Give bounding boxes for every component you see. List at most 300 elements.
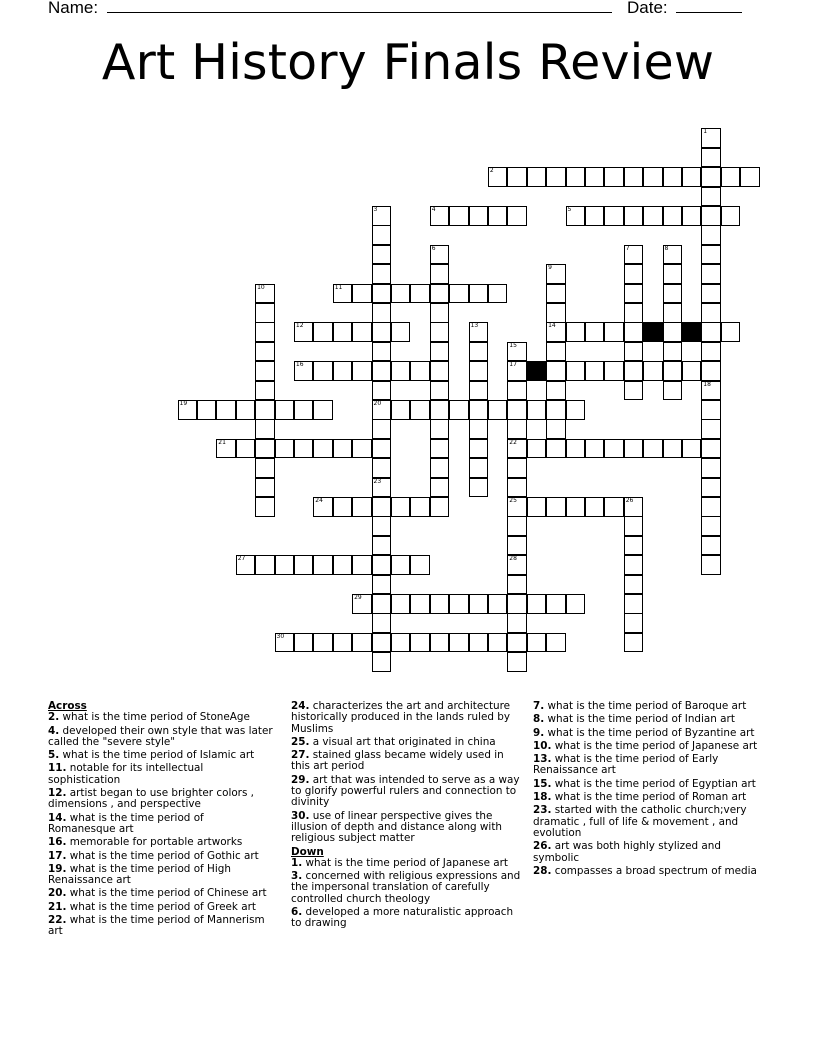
clue-number: 17 [509,361,517,369]
grid-cell[interactable] [372,284,392,304]
grid-cell[interactable] [527,400,547,420]
grid-cell[interactable] [701,128,721,148]
grid-cell[interactable] [546,284,566,304]
grid-cell[interactable] [507,536,527,556]
grid-cell[interactable] [372,458,392,478]
grid-cell[interactable] [352,594,372,614]
clue-across [291,775,521,809]
grid-cell[interactable] [546,633,566,653]
grid-cell[interactable] [546,439,566,459]
grid-cell[interactable] [663,439,683,459]
grid-cell[interactable] [469,284,489,304]
grid-cell[interactable] [701,439,721,459]
clue-down [533,701,765,712]
grid-cell[interactable] [255,439,275,459]
grid-cell[interactable] [372,478,392,498]
grid-cell[interactable] [333,361,353,381]
grid-cell[interactable] [604,439,624,459]
grid-cell[interactable] [566,322,586,342]
grid-cell[interactable] [643,361,663,381]
clue-number: 12 [295,322,304,330]
clue-down [533,714,765,725]
grid-cell[interactable] [333,439,353,459]
grid-cell[interactable] [372,536,392,556]
grid-cell[interactable] [313,361,333,381]
grid-cell[interactable] [624,303,644,323]
grid-cell[interactable] [449,594,469,614]
grid-cell[interactable] [313,633,333,653]
grid-cell[interactable] [624,381,644,401]
grid-cell[interactable] [391,633,411,653]
grid-cell[interactable] [701,555,721,575]
grid-cell[interactable] [721,206,741,226]
grid-cell[interactable] [682,206,702,226]
grid-cell[interactable] [488,400,508,420]
grid-cell[interactable] [663,322,683,342]
grid-cell[interactable] [255,303,275,323]
grid-cell[interactable] [469,594,489,614]
grid-cell[interactable] [624,167,644,187]
clue-label: 5. [48,749,60,762]
grid-cell[interactable] [352,555,372,575]
grid-cell[interactable] [585,322,605,342]
grid-cell[interactable] [469,478,489,498]
grid-cell[interactable] [255,478,275,498]
clues-column-1 [48,701,273,940]
grid-cell[interactable] [294,439,314,459]
grid-cell[interactable] [294,361,314,381]
grid-cell[interactable] [721,322,741,342]
grid-cell[interactable] [410,555,430,575]
grid-cell[interactable] [507,400,527,420]
clue-text: what is the time period of Gothic art [69,849,259,862]
grid-cell[interactable] [488,633,508,653]
grid-cell[interactable] [624,342,644,362]
grid-cell[interactable] [624,361,644,381]
grid-cell[interactable] [430,381,450,401]
grid-cell[interactable] [275,555,295,575]
clue-across [48,788,273,811]
grid-cell[interactable] [275,439,295,459]
grid-cell[interactable] [372,245,392,265]
grid-cell[interactable] [585,167,605,187]
grid-cell[interactable] [701,225,721,245]
grid-cell[interactable] [701,536,721,556]
grid-cell[interactable] [430,284,450,304]
grid-cell[interactable] [624,536,644,556]
grid-cell[interactable] [372,381,392,401]
grid-cell[interactable] [255,555,275,575]
grid-cell[interactable] [585,206,605,226]
clue-number: 19 [179,400,188,407]
grid-cell[interactable] [333,555,353,575]
grid-cell[interactable] [701,303,721,323]
grid-cell[interactable] [701,400,721,420]
grid-cell[interactable] [604,322,624,342]
grid-cell[interactable] [566,594,586,614]
grid-cell[interactable] [566,206,586,226]
grid-cell[interactable] [740,167,760,187]
grid-cell[interactable] [255,497,275,517]
grid-cell[interactable] [410,400,430,420]
grid-cell[interactable] [255,284,275,304]
grid-cell[interactable] [507,342,527,362]
clue-label: 11. [48,762,67,775]
grid-cell[interactable] [352,284,372,304]
grid-cell[interactable] [527,439,547,459]
clue-label: 22. [48,914,67,927]
grid-cell[interactable] [488,284,508,304]
grid-cell[interactable] [372,575,392,595]
grid-cell[interactable] [566,497,586,517]
grid-cell[interactable] [333,497,353,517]
grid-cell[interactable] [430,633,450,653]
grid-cell[interactable] [333,633,353,653]
grid-cell[interactable] [527,497,547,517]
grid-cell[interactable] [430,361,450,381]
clue-down [533,792,765,803]
grid-cell[interactable] [255,322,275,342]
grid-cell[interactable] [643,167,663,187]
grid-cell[interactable] [546,342,566,362]
clue-number: 29 [354,594,362,601]
grid-cell[interactable] [372,225,392,245]
grid-cell[interactable] [527,633,547,653]
grid-cell[interactable] [430,264,450,284]
grid-cell[interactable] [372,322,392,342]
grid-cell[interactable] [333,284,353,304]
grid-cell[interactable] [372,361,392,381]
grid-cell[interactable] [294,555,314,575]
grid-cell[interactable] [430,497,450,517]
grid-cell[interactable] [488,167,508,187]
grid-cell[interactable] [430,322,450,342]
grid-cell[interactable] [546,264,566,284]
grid-cell[interactable] [624,322,644,342]
grid-cell[interactable] [624,555,644,575]
grid-cell[interactable] [624,575,644,595]
grid-cell[interactable] [507,497,527,517]
grid-cell[interactable] [604,206,624,226]
clue-across [48,750,273,761]
grid-cell[interactable] [488,594,508,614]
grid-cell[interactable] [566,167,586,187]
grid-cell[interactable] [546,361,566,381]
grid-cell[interactable] [507,361,527,381]
grid-cell[interactable] [701,206,721,226]
clues-column-2 [291,701,521,932]
grid-cell[interactable] [643,439,663,459]
clue-text: what is the time period of Byzantine art [547,726,755,739]
clue-number: 13 [470,322,479,330]
grid-cell[interactable] [585,361,605,381]
clue-label: 9. [533,726,545,739]
grid-cell[interactable] [255,381,275,401]
grid-cell[interactable] [546,400,566,420]
grid-cell[interactable] [566,361,586,381]
grid-cell[interactable] [624,633,644,653]
grid-cell[interactable] [566,400,586,420]
grid-cell[interactable] [604,361,624,381]
grid-cell[interactable] [236,439,256,459]
grid-cell[interactable] [624,594,644,614]
grid-cell[interactable] [430,400,450,420]
grid-cell[interactable] [663,361,683,381]
clue-text: notable for its intellectual sophistication [48,762,204,786]
clue-number: 9 [548,264,552,272]
grid-cell[interactable] [469,400,489,420]
grid-cell[interactable] [372,303,392,323]
grid-cell[interactable] [701,245,721,265]
grid-cell[interactable] [275,400,295,420]
grid-cell[interactable] [352,322,372,342]
grid-cell[interactable] [701,419,721,439]
grid-cell[interactable] [507,613,527,633]
grid-cell[interactable] [663,284,683,304]
grid-cell[interactable] [469,206,489,226]
grid-cell[interactable] [469,458,489,478]
grid-cell[interactable] [313,400,333,420]
grid-cell[interactable] [527,167,547,187]
clue-label: 12. [48,787,67,800]
grid-cell[interactable] [313,555,333,575]
grid-cell[interactable] [604,497,624,517]
grid-cell[interactable] [701,478,721,498]
grid-cell[interactable] [507,458,527,478]
clue-label: 14. [48,811,67,824]
grid-cell[interactable] [682,361,702,381]
grid-cell[interactable] [643,206,663,226]
grid-cell[interactable] [255,419,275,439]
grid-cell[interactable] [469,361,489,381]
grid-cell[interactable] [372,516,392,536]
grid-cell[interactable] [430,342,450,362]
grid-cell[interactable] [701,187,721,207]
grid-cell[interactable] [663,167,683,187]
grid-cell[interactable] [391,322,411,342]
clue-text: what is the time period of Mannerism art [48,914,265,938]
grid-cell[interactable] [391,400,411,420]
clue-number: 8 [664,244,669,252]
grid-cell[interactable] [391,497,411,517]
grid-cell[interactable] [585,439,605,459]
clue-label: 21. [48,900,67,913]
grid-cell[interactable] [663,264,683,284]
grid-cell[interactable] [236,400,256,420]
grid-cell[interactable] [721,167,741,187]
grid-cell[interactable] [469,342,489,362]
grid-cell[interactable] [372,400,392,420]
grid-cell[interactable] [410,284,430,304]
grid-cell[interactable] [430,478,450,498]
grid-cell[interactable] [469,439,489,459]
grid-cell[interactable] [507,633,527,653]
grid-cell[interactable] [663,206,683,226]
grid-cell[interactable] [430,206,450,226]
grid-cell[interactable] [372,419,392,439]
grid-cell[interactable] [624,439,644,459]
grid-cell[interactable] [701,381,721,401]
down-heading: Down [291,845,324,858]
clue-across [291,750,521,773]
clue-text: what is the time period of Roman art [554,791,747,804]
grid-cell[interactable] [372,652,392,672]
grid-cell[interactable] [488,206,508,226]
grid-cell[interactable] [624,284,644,304]
grid-cell[interactable] [701,264,721,284]
grid-cell[interactable] [372,497,392,517]
grid-cell[interactable] [624,613,644,633]
grid-cell[interactable] [701,361,721,381]
grid-cell[interactable] [507,575,527,595]
grid-cell[interactable] [410,633,430,653]
clue-text: what is the time period of Egyptian art [554,777,756,790]
grid-cell[interactable] [391,594,411,614]
grid-cell[interactable] [430,458,450,478]
grid-cell[interactable] [624,264,644,284]
grid-cell[interactable] [333,322,353,342]
clue-text: a visual art that originated in china [312,735,496,748]
grid-cell[interactable] [255,400,275,420]
grid-cell[interactable] [546,497,566,517]
grid-cell[interactable] [469,381,489,401]
clue-text: what is the time period of Indian art [547,713,735,726]
grid-cell[interactable] [410,594,430,614]
grid-cell[interactable] [391,361,411,381]
grid-cell[interactable] [701,516,721,536]
grid-cell[interactable] [507,516,527,536]
grid-cell[interactable] [449,284,469,304]
grid-cell[interactable] [701,497,721,517]
clue-number: 2 [489,167,494,175]
grid-cell[interactable] [313,497,333,517]
grid-cell[interactable] [449,206,469,226]
grid-cell[interactable] [352,439,372,459]
clue-across [48,726,273,749]
grid-cell[interactable] [430,303,450,323]
date-label: Date: [627,0,668,17]
grid-cell[interactable] [410,497,430,517]
grid-cell[interactable] [313,322,333,342]
grid-cell[interactable] [294,322,314,342]
grid-cell[interactable] [663,342,683,362]
grid-cell[interactable] [197,400,217,420]
grid-cell[interactable] [430,419,450,439]
grid-cell[interactable] [352,361,372,381]
grid-cell[interactable] [275,633,295,653]
grid-cell[interactable] [546,419,566,439]
grid-cell[interactable] [372,555,392,575]
clue-number: 30 [276,632,285,640]
grid-cell[interactable] [507,478,527,498]
grid-cell[interactable] [624,245,644,265]
grid-cell[interactable] [701,342,721,362]
grid-cell[interactable] [507,167,527,187]
grid-cell[interactable] [294,633,314,653]
grid-cell[interactable] [546,381,566,401]
grid-cell[interactable] [372,633,392,653]
grid-cell[interactable] [430,245,450,265]
clue-label: 16. [48,836,67,849]
clue-across [291,811,521,845]
grid-cell[interactable] [410,361,430,381]
clue-label: 17. [48,849,67,862]
grid-cell[interactable] [663,381,683,401]
grid-cell[interactable] [507,419,527,439]
clue-number: 23 [373,477,382,485]
grid-cell[interactable] [682,167,702,187]
grid-cell[interactable] [604,167,624,187]
grid-cell[interactable] [507,652,527,672]
grid-cell[interactable] [449,633,469,653]
grid-cell[interactable] [701,322,721,342]
grid-cell[interactable] [527,594,547,614]
grid-cell[interactable] [352,497,372,517]
grid-cell[interactable] [372,264,392,284]
grid-cell[interactable] [566,439,586,459]
grid-cell[interactable] [391,555,411,575]
clue-label: 7. [533,700,545,712]
grid-cell[interactable] [469,419,489,439]
grid-cell[interactable] [682,439,702,459]
grid-cell[interactable] [372,613,392,633]
grid-cell[interactable] [624,206,644,226]
grid-cell[interactable] [624,497,644,517]
grid-cell[interactable] [546,322,566,342]
clue-number: 5 [567,206,572,213]
grid-cell[interactable] [216,400,236,420]
grid-cell[interactable] [507,439,527,459]
grid-cell[interactable] [663,245,683,265]
clue-number: 26 [625,497,634,504]
grid-cell[interactable] [701,458,721,478]
grid-cell[interactable] [507,555,527,575]
grid-cell[interactable] [546,594,566,614]
grid-cell[interactable] [701,167,721,187]
grid-cell[interactable] [236,555,256,575]
grid-cell[interactable] [372,594,392,614]
grid-cell[interactable] [391,284,411,304]
grid-cell[interactable] [449,400,469,420]
grid-cell[interactable] [255,361,275,381]
grid-cell[interactable] [372,342,392,362]
grid-cell[interactable] [469,633,489,653]
grid-cell[interactable] [352,633,372,653]
grid-cell[interactable] [507,594,527,614]
grid-cell[interactable] [663,303,683,323]
grid-cell[interactable] [507,206,527,226]
grid-cell[interactable] [585,497,605,517]
grid-cell[interactable] [469,322,489,342]
grid-cell[interactable] [430,594,450,614]
grid-cell[interactable] [701,284,721,304]
grid-cell[interactable] [701,148,721,168]
grid-cell[interactable] [255,458,275,478]
grid-cell[interactable] [216,439,236,459]
grid-cell[interactable] [178,400,198,420]
grid-cell[interactable] [372,206,392,226]
grid-cell[interactable] [313,439,333,459]
grid-cell[interactable] [546,167,566,187]
grid-cell[interactable] [294,400,314,420]
grid-cell[interactable] [546,303,566,323]
grid-cell[interactable] [507,381,527,401]
grid-cell[interactable] [372,439,392,459]
clue-text: artist began to use brighter colors , dimensions , and perspective [48,787,254,811]
grid-cell[interactable] [430,439,450,459]
grid-cell[interactable] [255,342,275,362]
grid-cell[interactable] [624,516,644,536]
